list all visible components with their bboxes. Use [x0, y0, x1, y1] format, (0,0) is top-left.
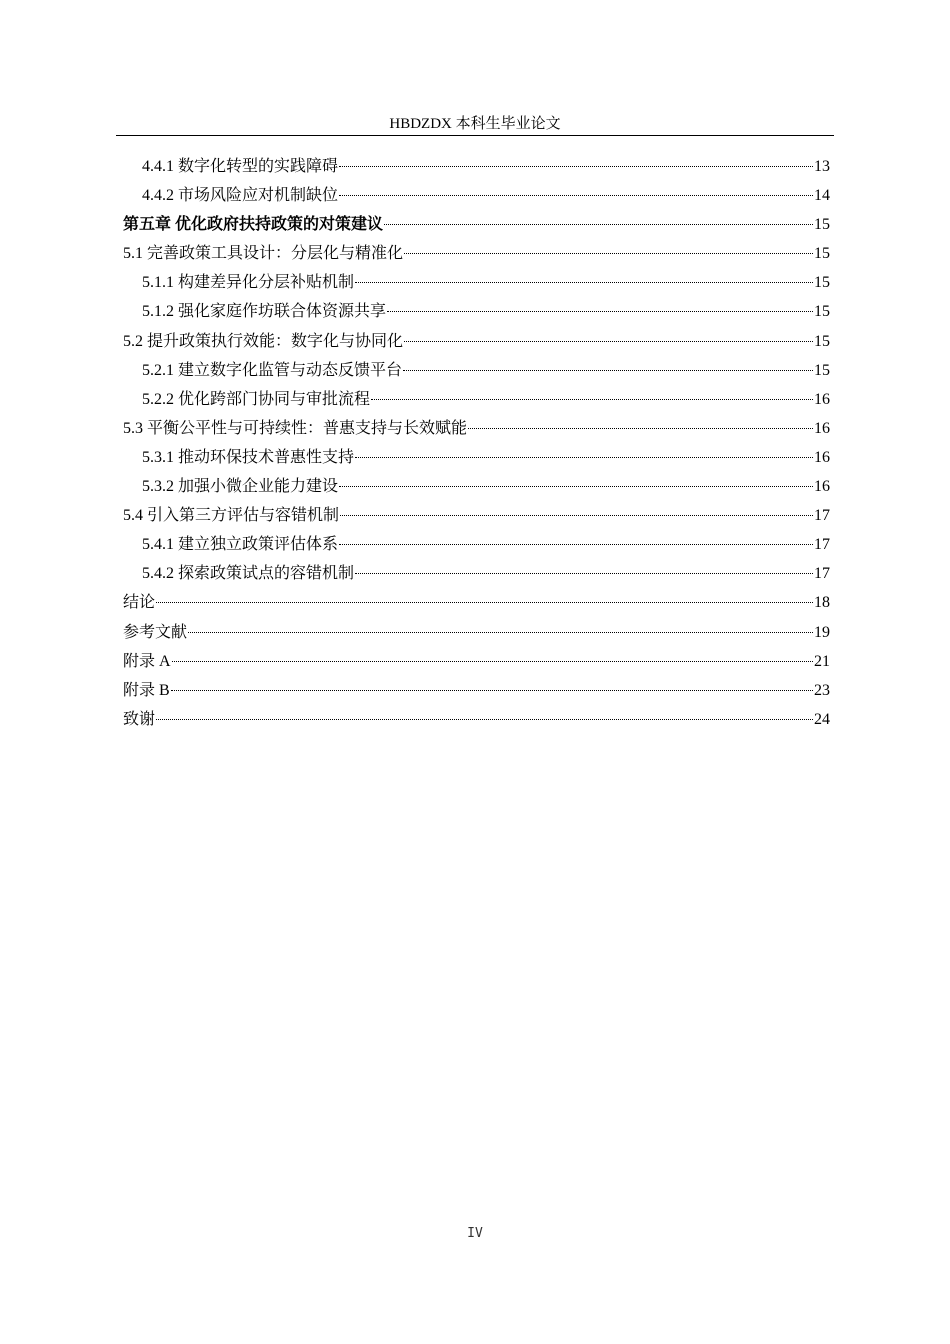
toc-entry[interactable]: [123, 239, 830, 268]
toc-dot-leader: [387, 311, 813, 312]
page-header: [116, 112, 834, 136]
toc-dot-leader: [468, 428, 813, 429]
toc-entry[interactable]: [123, 705, 830, 734]
toc-dot-leader: [339, 486, 813, 487]
toc-entry[interactable]: [123, 647, 830, 676]
toc-entry-page: 15: [814, 332, 830, 350]
toc-entry-title: 5.4 引入第三方评估与容错机制: [123, 507, 340, 525]
toc-entry-title: 5.4.1 建立独立政策评估体系: [142, 536, 339, 554]
toc-dot-leader: [340, 515, 813, 516]
toc-entry[interactable]: [123, 414, 830, 443]
header-text: HBDZDX 本科生毕业论文: [389, 116, 561, 132]
toc-entry-page: 16: [814, 390, 830, 408]
toc-entry-title: 5.1.2 强化家庭作坊联合体资源共享: [142, 303, 387, 321]
page-footer: [0, 1224, 950, 1244]
toc-entry[interactable]: [123, 385, 830, 414]
toc-entry[interactable]: [123, 181, 830, 210]
toc-dot-leader: [384, 224, 813, 225]
toc-entry-title: 5.1.1 构建差异化分层补贴机制: [142, 274, 355, 292]
toc-dot-leader: [355, 573, 813, 574]
toc-dot-leader: [404, 341, 813, 342]
toc-entry-page: 24: [814, 710, 830, 728]
toc-entry-title: 5.2.1 建立数字化监管与动态反馈平台: [142, 361, 403, 379]
toc-entry[interactable]: [123, 559, 830, 588]
toc-entry-page: 14: [814, 187, 830, 205]
toc-entry-title: 第五章 优化政府扶持政策的对策建议: [123, 216, 384, 234]
toc-entry-page: 15: [814, 303, 830, 321]
toc-entry-page: 17: [814, 507, 830, 525]
toc-dot-leader: [355, 457, 813, 458]
toc-entry-page: 13: [814, 158, 830, 175]
toc-entry-page: 16: [814, 419, 830, 437]
toc-dot-leader: [339, 195, 813, 196]
toc-entry[interactable]: [123, 152, 830, 181]
table-of-contents: [123, 152, 830, 734]
toc-dot-leader: [156, 719, 813, 720]
toc-entry-title: 附录 A: [123, 652, 171, 670]
toc-entry-title: 致谢: [123, 710, 156, 728]
toc-entry[interactable]: [123, 676, 830, 705]
toc-entry-title: 5.4.2 探索政策试点的容错机制: [142, 565, 355, 583]
toc-entry-title: 4.4.1 数字化转型的实践障碍: [142, 158, 339, 175]
toc-entry-title: 参考文献: [123, 623, 188, 641]
toc-entry[interactable]: [123, 618, 830, 647]
toc-entry[interactable]: [123, 356, 830, 385]
toc-entry[interactable]: [123, 501, 830, 530]
toc-dot-leader: [339, 544, 813, 545]
toc-dot-leader: [188, 632, 813, 633]
toc-entry-title: 5.2 提升政策执行效能：数字化与协同化: [123, 332, 404, 350]
toc-entry-title: 5.2.2 优化跨部门协同与审批流程: [142, 390, 371, 408]
toc-entry-title: 5.1 完善政策工具设计：分层化与精准化: [123, 245, 404, 263]
toc-entry[interactable]: [123, 588, 830, 617]
toc-entry-page: 19: [814, 623, 830, 641]
toc-dot-leader: [156, 602, 813, 603]
toc-entry-title: 5.3 平衡公平性与可持续性：普惠支持与长效赋能: [123, 419, 468, 437]
toc-entry-title: 结论: [123, 594, 156, 612]
toc-entry-page: 17: [814, 565, 830, 583]
toc-entry[interactable]: [123, 210, 830, 239]
toc-entry[interactable]: [123, 268, 830, 297]
toc-dot-leader: [339, 166, 813, 167]
toc-entry-page: 21: [814, 652, 830, 670]
toc-entry-page: 15: [814, 361, 830, 379]
toc-dot-leader: [172, 661, 813, 662]
toc-entry-title: 4.4.2 市场风险应对机制缺位: [142, 187, 339, 205]
toc-entry-page: 23: [814, 681, 830, 699]
toc-entry-page: 16: [814, 448, 830, 466]
toc-entry[interactable]: [123, 327, 830, 356]
toc-entry[interactable]: [123, 530, 830, 559]
toc-entry[interactable]: [123, 297, 830, 326]
toc-entry-page: 15: [814, 216, 830, 234]
toc-entry-title: 5.3.2 加强小微企业能力建设: [142, 478, 339, 496]
toc-entry-title: 5.3.1 推动环保技术普惠性支持: [142, 448, 355, 466]
toc-dot-leader: [403, 370, 813, 371]
toc-dot-leader: [371, 399, 813, 400]
toc-entry[interactable]: [123, 443, 830, 472]
page-number: IV: [467, 1226, 483, 1241]
toc-entry-page: 15: [814, 274, 830, 292]
toc-entry-page: 17: [814, 536, 830, 554]
toc-entry-page: 18: [814, 594, 830, 612]
toc-dot-leader: [404, 253, 813, 254]
toc-entry[interactable]: [123, 472, 830, 501]
toc-entry-title: 附录 B: [123, 681, 170, 699]
toc-entry-page: 15: [814, 245, 830, 263]
toc-dot-leader: [171, 690, 813, 691]
toc-dot-leader: [355, 282, 813, 283]
toc-entry-page: 16: [814, 478, 830, 496]
